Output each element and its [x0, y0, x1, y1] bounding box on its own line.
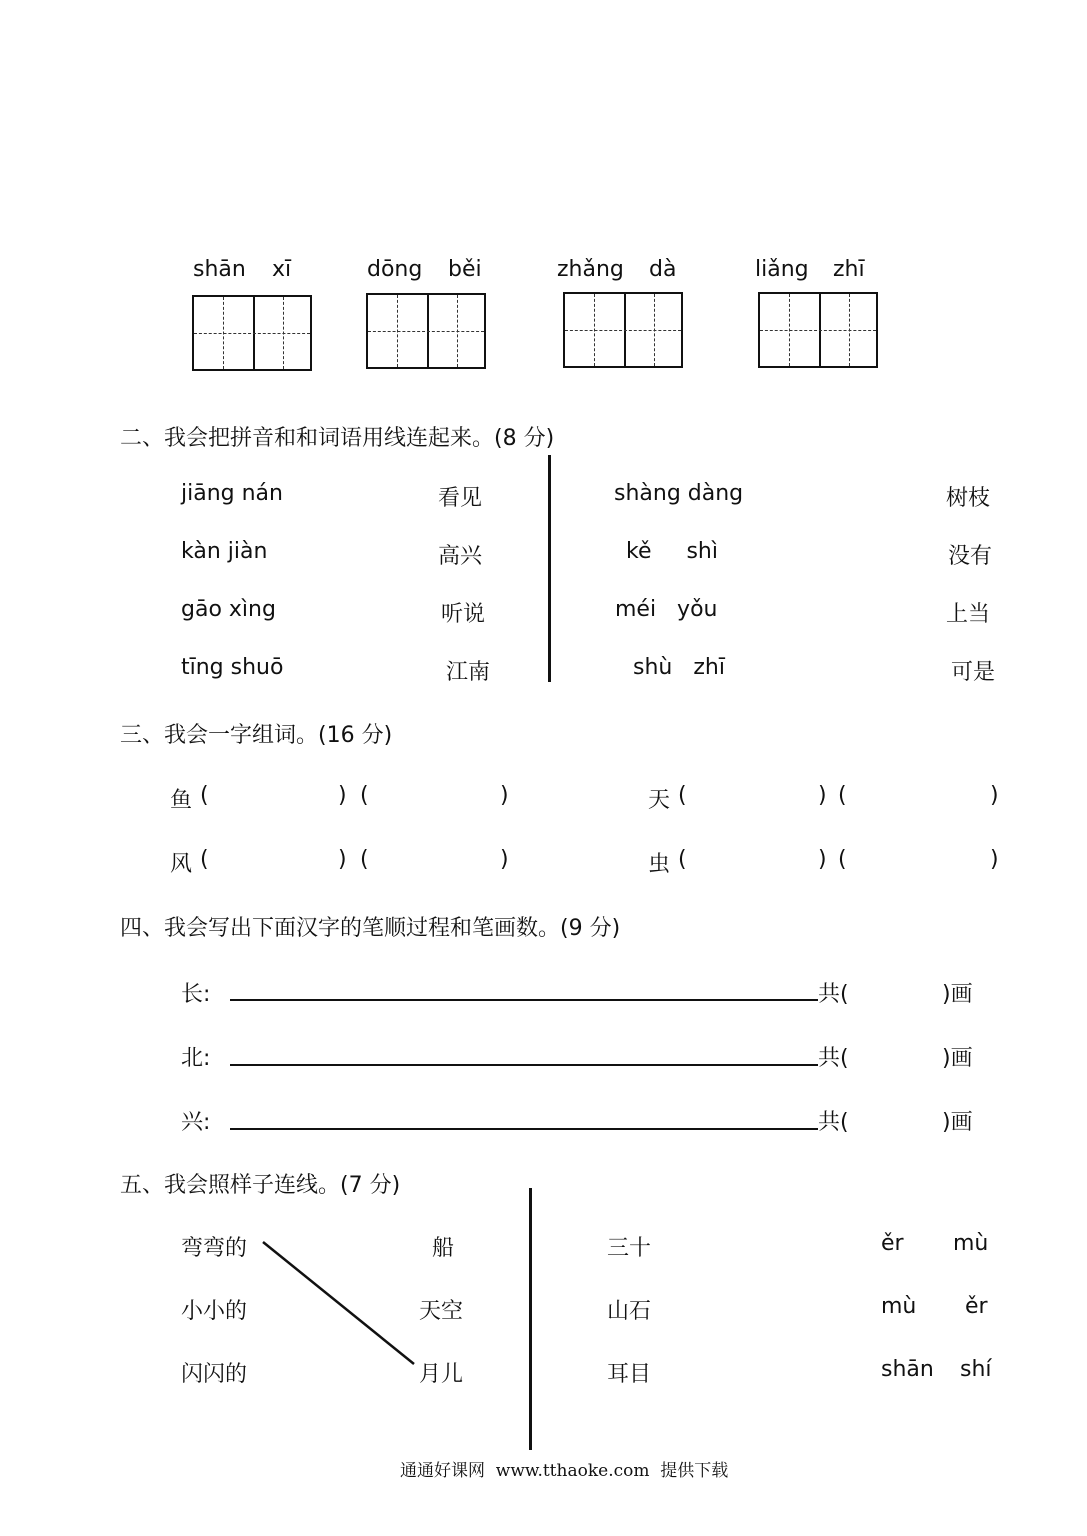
s3-paren-close-2a: ) [818, 783, 827, 808]
pinyin-word-2b: běi [448, 257, 482, 282]
pinyin-word-1b: xī [272, 257, 292, 282]
s2-left-pinyin-2: kàn jiàn [181, 539, 268, 564]
s3-paren-open-3b: ( [360, 847, 369, 872]
s3-paren-open-4b: ( [838, 847, 847, 872]
pinyin-word-2a: dōng [367, 257, 423, 282]
s3-char-1: 鱼 [170, 788, 193, 813]
section4-heading: 四、我会写出下面汉字的笔顺过程和笔画数。(9 分) [120, 916, 621, 941]
s4-hua-1: )画 [942, 982, 973, 1007]
s2-right-pinyin-4: shù zhī [633, 655, 725, 680]
s5-left-a-2: 小小的 [181, 1299, 248, 1324]
s4-hua-3: )画 [942, 1110, 973, 1135]
s5-right-b1-2: mù [881, 1294, 917, 1319]
s5-left-b-1: 船 [432, 1236, 455, 1261]
s4-gong-1: 共( [818, 982, 849, 1007]
s2-left-word-2: 高兴 [438, 544, 483, 569]
section2-heading: 二、我会把拼音和和词语用线连起来。(8 分) [120, 426, 555, 451]
s4-char-1: 长: [181, 982, 211, 1007]
s2-right-pinyin-3: méi yǒu [615, 597, 718, 622]
s2-left-pinyin-1: jiāng nán [181, 481, 283, 506]
s2-right-word-4: 可是 [951, 660, 996, 685]
s3-paren-open-1b: ( [360, 783, 369, 808]
s3-paren-close-3b: ) [500, 847, 509, 872]
s3-char-2: 天 [648, 788, 671, 813]
s3-paren-open-4a: ( [678, 847, 687, 872]
pinyin-word-3a: zhǎng [557, 257, 624, 282]
s3-paren-open-2b: ( [838, 783, 847, 808]
s2-right-pinyin-2: kě shì [626, 539, 718, 564]
pinyin-word-1a: shān [193, 257, 246, 282]
s5-left-a-3: 闪闪的 [181, 1362, 248, 1387]
s4-hua-2: )画 [942, 1046, 973, 1071]
s5-right-b2-1: mù [953, 1231, 989, 1256]
s2-left-word-4: 江南 [446, 660, 491, 685]
s2-left-word-3: 听说 [441, 602, 486, 627]
s5-right-a-1: 三十 [607, 1236, 652, 1261]
s5-left-b-3: 月儿 [419, 1362, 464, 1387]
s3-paren-close-3a: ) [338, 847, 347, 872]
s2-right-word-1: 树枝 [946, 486, 991, 511]
s3-char-4: 虫 [648, 852, 671, 877]
s2-left-pinyin-3: gāo xìng [181, 597, 276, 622]
s5-left-b-2: 天空 [419, 1299, 464, 1324]
s2-right-pinyin-1: shàng dàng [614, 481, 744, 506]
s4-gong-3: 共( [818, 1110, 849, 1135]
section3-heading: 三、我会一字组词。(16 分) [120, 723, 393, 748]
s3-paren-open-1a: ( [200, 783, 209, 808]
s3-char-3: 风 [170, 852, 193, 877]
s3-paren-close-4a: ) [818, 847, 827, 872]
s5-left-a-1: 弯弯的 [181, 1236, 248, 1261]
s5-right-a-2: 山石 [607, 1299, 652, 1324]
s2-left-pinyin-4: tīng shuō [181, 655, 284, 680]
s3-paren-close-1b: ) [500, 783, 509, 808]
pinyin-word-4a: liǎng [755, 257, 809, 282]
s4-gong-2: 共( [818, 1046, 849, 1071]
s3-paren-close-4b: ) [990, 847, 999, 872]
s2-right-word-2: 没有 [948, 544, 993, 569]
s5-right-b2-2: ěr [965, 1294, 988, 1319]
s5-right-a-3: 耳目 [607, 1362, 652, 1387]
s4-char-3: 兴: [181, 1110, 211, 1135]
s2-right-word-3: 上当 [946, 602, 991, 627]
s5-right-b2-3: shí [960, 1357, 992, 1382]
footer-credit: 通通好课网 www.tthaoke.com 提供下载 [400, 1461, 729, 1481]
s4-char-2: 北: [181, 1046, 211, 1071]
s3-paren-close-1a: ) [338, 783, 347, 808]
s5-right-b1-3: shān [881, 1357, 934, 1382]
s3-paren-open-2a: ( [678, 783, 687, 808]
s3-paren-open-3a: ( [200, 847, 209, 872]
s3-paren-close-2b: ) [990, 783, 999, 808]
section5-heading: 五、我会照样子连线。(7 分) [120, 1173, 401, 1198]
s5-right-b1-1: ěr [881, 1231, 904, 1256]
s2-left-word-1: 看见 [438, 486, 483, 511]
pinyin-word-4b: zhī [833, 257, 865, 282]
pinyin-word-3b: dà [649, 257, 677, 282]
